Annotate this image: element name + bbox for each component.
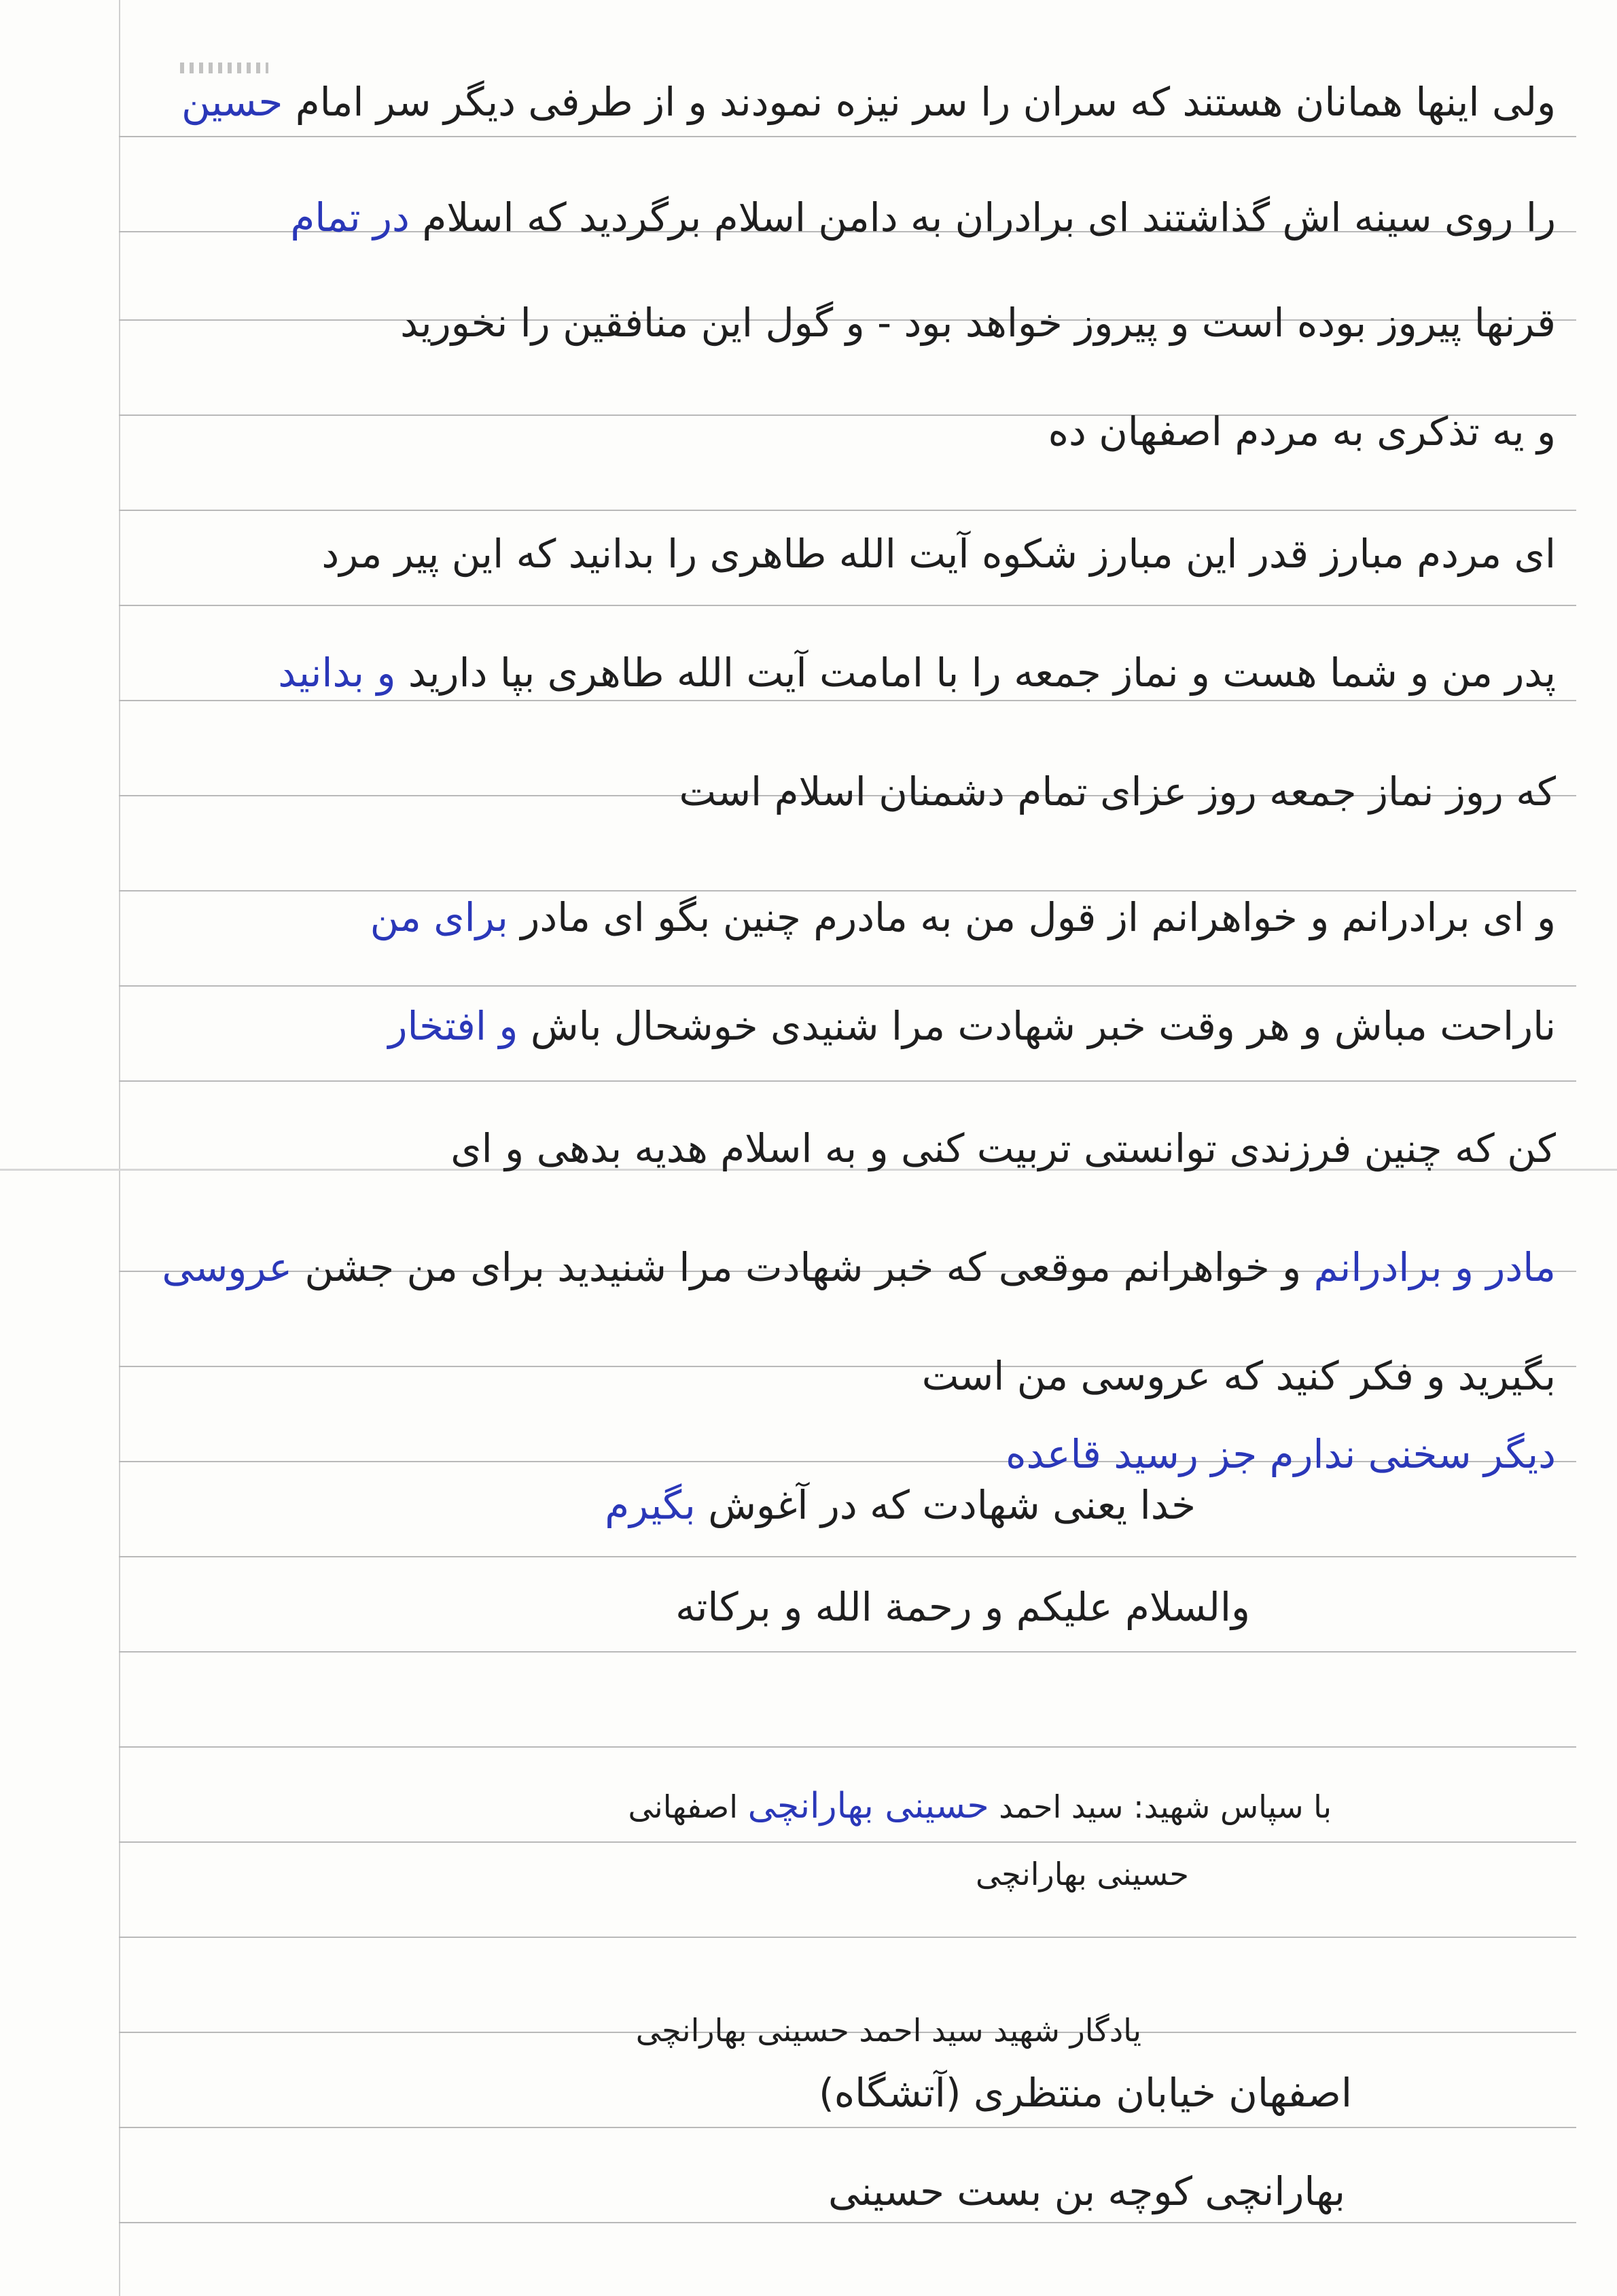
letter-line-9 xyxy=(389,1002,1557,1050)
line-text-blue: حسین xyxy=(181,79,283,125)
letter-line-6 xyxy=(278,649,1556,696)
ruled-line xyxy=(119,1746,1576,1748)
line-text: پدر من و شما هست و نماز جمعه را با امامت آیت الله طاهری بپا دارید xyxy=(395,650,1556,696)
letter-line-2 xyxy=(290,194,1556,241)
letter-line-5 xyxy=(321,530,1556,578)
line-text-blue: در تمام xyxy=(290,194,410,241)
line-text: و خواهرانم موقعی که خبر شهادت مرا شنیدید برای من جشن xyxy=(291,1244,1314,1290)
signature-text: یادگار شهید سید احمد حسینی بهارانچی xyxy=(635,2012,1141,2049)
letter-line-4 xyxy=(1048,408,1556,455)
letter-line-10 xyxy=(450,1125,1556,1172)
line-text: و ای برادرانم و خواهرانم از قول من به مادرم چنین بگو ای مادر xyxy=(508,894,1556,940)
letter-line-15 xyxy=(675,1583,1250,1631)
line-text: ولی اینها همانان هستند که سران را سر نیزه نمودند و از طرفی دیگر سر امام xyxy=(283,79,1556,125)
ruled-line xyxy=(119,136,1576,137)
letter-line-11 xyxy=(162,1243,1556,1291)
signature-text: با سپاس شهید: سید احمد xyxy=(999,1788,1332,1825)
signature-extra: اصفهانی xyxy=(628,1788,739,1825)
address-line-1 xyxy=(819,2069,1352,2117)
letter-line-8 xyxy=(370,894,1556,941)
address-line-2 xyxy=(828,2168,1345,2215)
ruled-line xyxy=(119,1080,1576,1082)
letter-line-13 xyxy=(1006,1430,1556,1478)
address-text: اصفهان خیابان منتظری (آتشگاه) xyxy=(819,2070,1352,2116)
line-text: خدا یعنی شهادت که در آغوش xyxy=(695,1482,1196,1528)
line-text: بگیرید و فکر کنید که عروسی من است xyxy=(921,1353,1556,1399)
signature-line-2 xyxy=(976,1855,1189,1893)
letter-line-1 xyxy=(181,78,1556,126)
line-text: را روی سینه اش گذاشتند ای برادران به دامن اسلام برگردید که اسلام xyxy=(409,194,1556,241)
line-text-blue: دیگر سخنی ندارم جز رسید قاعده xyxy=(1006,1431,1556,1477)
ruled-line xyxy=(119,605,1576,606)
line-text-blue: برای من xyxy=(370,894,508,940)
line-text: قرنها پیروز بوده است و پیروز خواهد بود - و گول این منافقین را نخورید xyxy=(400,300,1556,346)
signature-line-3 xyxy=(636,2011,1141,2049)
line-text: ناراحت مباش و هر وقت خبر شهادت مرا شنیدی خوشحال باش xyxy=(518,1003,1556,1049)
ruled-line xyxy=(119,1556,1576,1557)
letter-line-3 xyxy=(400,299,1556,347)
ruled-line xyxy=(119,2222,1576,2223)
ruled-line xyxy=(119,890,1576,891)
line-text: کن که چنین فرزندی توانستی تربیت کنی و به اسلام هدیه بدهی و ای xyxy=(450,1125,1556,1171)
margin-line xyxy=(119,0,120,2296)
signature-name: حسینی بهارانچی xyxy=(747,1786,989,1826)
signature-line-1 xyxy=(628,1787,1332,1826)
letter-line-12 xyxy=(922,1352,1556,1400)
line-text-blue-end: عروسی xyxy=(162,1244,292,1290)
binder-holes xyxy=(180,63,268,73)
line-text-blue: بگیرم xyxy=(605,1482,696,1528)
ruled-line xyxy=(119,1841,1576,1843)
signature-text: حسینی بهارانچی xyxy=(975,1856,1189,1892)
line-text: والسلام علیکم و رحمة الله و برکاته xyxy=(675,1584,1250,1630)
letter-line-14 xyxy=(605,1481,1196,1529)
ruled-line xyxy=(119,510,1576,511)
line-text: و یه تذکری به مردم اصفهان ده xyxy=(1048,408,1556,455)
ruled-line xyxy=(119,700,1576,701)
ruled-line xyxy=(119,985,1576,987)
address-text: بهارانچی کوچه بن بست حسینی xyxy=(828,2168,1345,2214)
ruled-line xyxy=(119,1651,1576,1653)
ruled-line xyxy=(119,2127,1576,2128)
line-text: که روز نماز جمعه روز عزای تمام دشمنان اسلام است xyxy=(679,769,1556,815)
ruled-line xyxy=(119,1937,1576,1938)
line-text-blue: و افتخار xyxy=(388,1003,518,1049)
line-text: ای مردم مبارز قدر این مبارز شکوه آیت الله طاهری را بدانید که این پیر مرد xyxy=(321,531,1556,577)
line-text-blue: و بدانید xyxy=(278,650,396,696)
line-text-blue: مادر و برادرانم xyxy=(1313,1244,1556,1290)
letter-line-7 xyxy=(679,768,1557,815)
